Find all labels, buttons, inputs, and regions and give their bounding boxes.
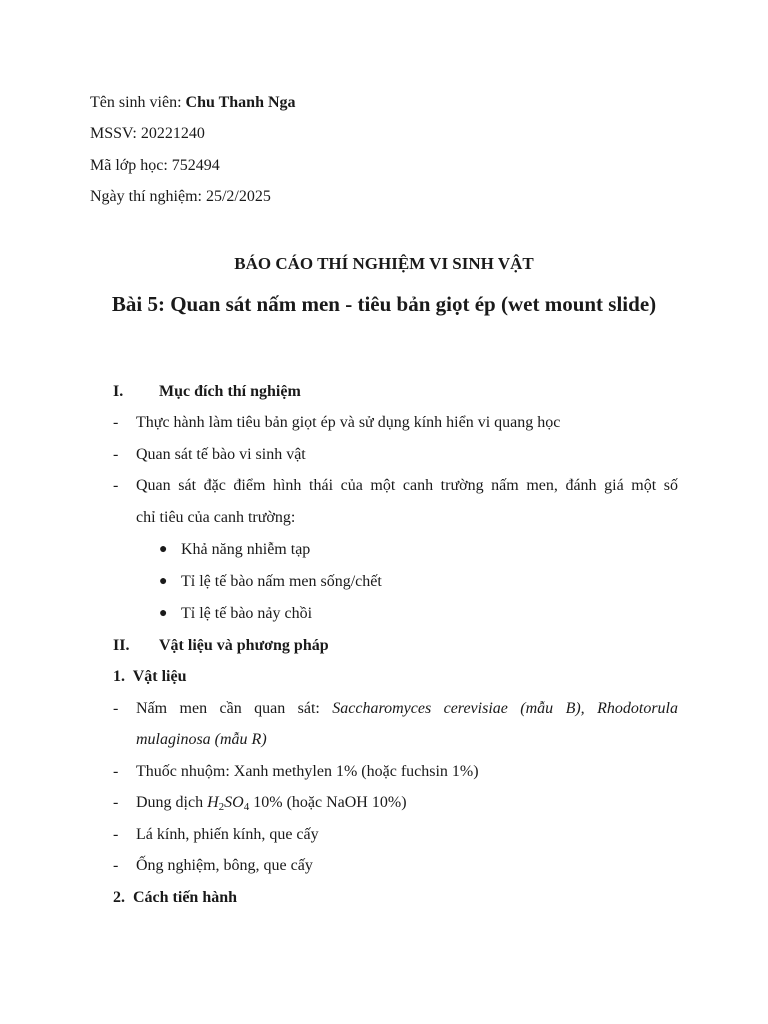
student-id-line: MSSV: 20221240 [90,125,205,142]
bullet-marker: ● [159,574,168,589]
yeast-species-continuation: mulaginosa (mẫu R) [136,731,267,748]
formula-sub-4: 4 [243,801,250,813]
materials-tubes: Ống nghiệm, bông, que cấy [136,857,313,874]
materials-stain: Thuốc nhuộm: Xanh methylen 1% (hoặc fuchsin 1%) [136,763,479,780]
student-name-line [90,93,296,113]
materials-solution [136,793,407,817]
materials-yeast-line [136,699,678,719]
dash-marker: - [113,700,119,717]
solution-suffix: 10% (hoặc NaOH 10%) [249,794,407,811]
section1-heading: Mục đích thí nghiệm [159,383,301,400]
lesson-title: Bài 5: Quan sát nấm men - tiêu bản giọt ép (wet mount slide) [111,292,657,316]
section1-bullet-item: Tỉ lệ tế bào nấm men sống/chết [181,573,382,590]
materials-glass: Lá kính, phiến kính, que cấy [136,826,319,843]
subsection-procedure-heading: 2. Cách tiến hành [113,889,238,906]
section2-numeral: II. [113,637,130,654]
section1-numeral: I. [113,383,124,400]
section1-item: Quan sát tế bào vi sinh vật [136,446,306,463]
section2-heading: Vật liệu và phương pháp [159,637,329,654]
section1-item: Quan sát đặc điểm hình thái của một canh trường nấm men, đánh giá một số [136,477,678,494]
dash-marker: - [113,446,119,463]
report-title: BÁO CÁO THÍ NGHIỆM VI SINH VẬT [234,254,534,273]
dash-marker: - [113,414,119,431]
dash-marker: - [113,857,119,874]
class-code-line: Mã lớp học: 752494 [90,157,220,174]
student-name-label: Tên sinh viên: [90,94,186,111]
formula-h: H [207,794,219,811]
bullet-marker: ● [159,542,168,557]
dash-marker: - [113,794,119,811]
dash-marker: - [113,826,119,843]
yeast-prefix: Nấm men cần quan sát: [136,700,333,717]
formula-so: SO [224,794,244,811]
experiment-date-line: Ngày thí nghiệm: 25/2/2025 [90,188,271,205]
section1-bullet-item: Khả năng nhiễm tạp [181,541,311,558]
section1-item: Thực hành làm tiêu bản giọt ép và sử dụng kính hiển vi quang học [136,414,561,431]
solution-prefix: Dung dịch [136,794,208,811]
dash-marker: - [113,477,119,494]
bullet-marker: ● [159,606,168,621]
section1-item-continuation: chỉ tiêu của canh trường: [136,509,296,526]
section1-bullet-item: Tỉ lệ tế bào nảy chồi [181,605,313,622]
student-name: Chu Thanh Nga [185,94,296,111]
subsection-materials-heading: 1. Vật liệu [113,668,187,685]
yeast-species: Saccharomyces cerevisiae (mẫu B), Rhodotorula [332,700,678,717]
formula-sub-2: 2 [218,801,225,813]
dash-marker: - [113,763,119,780]
